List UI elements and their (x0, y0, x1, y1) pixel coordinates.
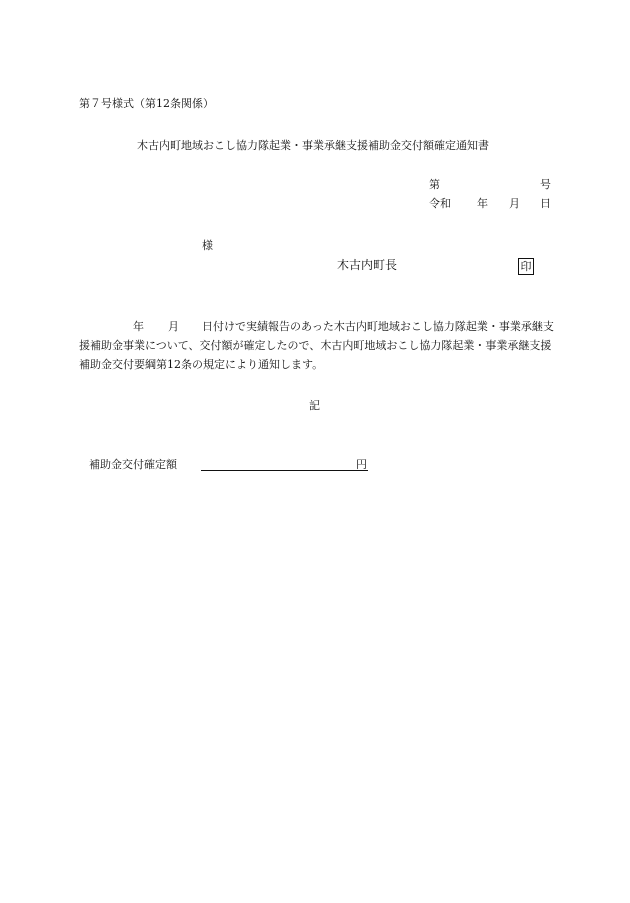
date-year: 年 (477, 197, 488, 210)
document-title: 木古内町地域おこし協力隊起業・事業承継支援補助金交付額確定通知書 (137, 139, 489, 152)
amount-unit: 円 (356, 458, 367, 471)
body-line-2: 援補助金事業について、交付額が確定したので、木古内町地域おこし協力隊起業・事業承継支援 (79, 339, 552, 352)
seal-mark: 印 (518, 258, 534, 275)
body-month: 月 (168, 320, 179, 333)
body-line-3: 補助金交付要綱第12条の規定により通知します。 (79, 358, 324, 371)
addressee-suffix: 様 (202, 239, 213, 252)
amount-unit-underline (356, 470, 368, 471)
body-line-1: 日付けで実績報告のあった木古内町地域おこし協力隊起業・事業承継支 (202, 320, 554, 333)
date-day: 日 (540, 197, 551, 210)
form-label: 第７号様式（第12条関係） (79, 97, 214, 110)
body-year: 年 (133, 320, 144, 333)
date-era: 令和 (429, 197, 451, 210)
amount-label: 補助金交付確定額 (89, 458, 177, 471)
ki-heading: 記 (309, 399, 320, 412)
amount-blank-line (201, 470, 358, 471)
date-month: 月 (509, 197, 520, 210)
number-suffix: 号 (540, 178, 551, 191)
number-prefix: 第 (429, 178, 440, 191)
sender-name: 木古内町長 (337, 258, 398, 272)
